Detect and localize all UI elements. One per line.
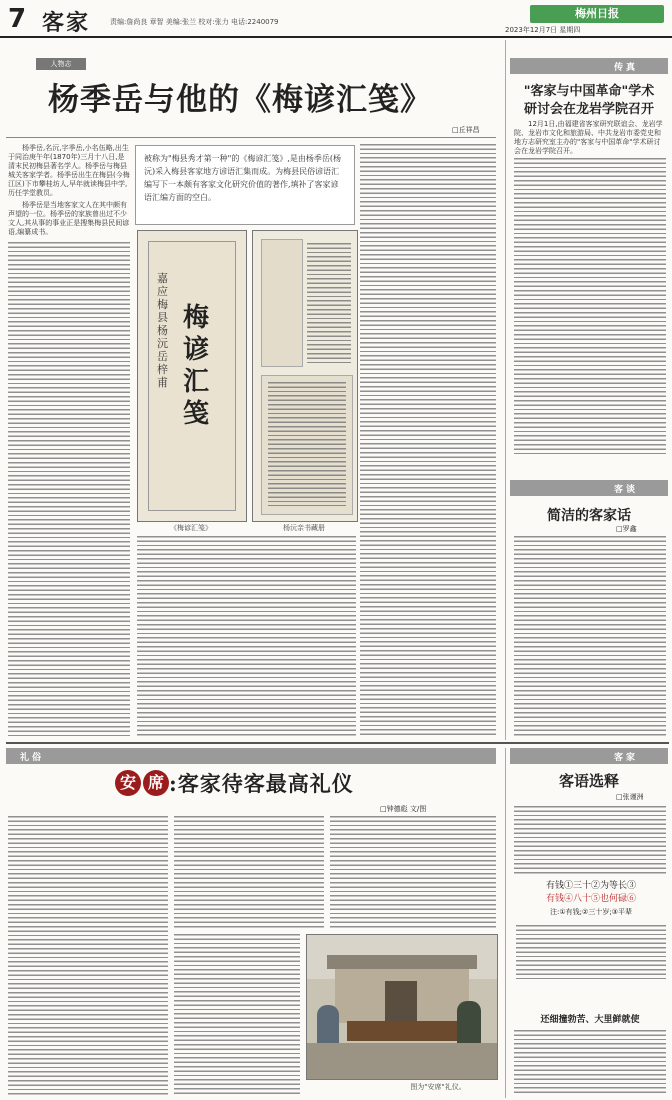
ceremony-photo [306, 934, 498, 1080]
column-body [514, 806, 666, 876]
section-label: 客家 [613, 753, 638, 763]
column-byline: □张谨洲 [616, 793, 644, 801]
manuscript-image [252, 230, 358, 522]
section-header [6, 748, 496, 764]
lead-paragraph: 杨季岳是当地客家文人在其中颇有声望的一位。杨季岳的家族曾出过不少文人,其从事的事业正是搜集梅县民间谚语,编纂成书。 [8, 201, 130, 236]
manuscript-text [268, 382, 346, 506]
cover-title: 梅谚汇笺 [183, 303, 210, 429]
ground [307, 1043, 497, 1079]
news-body [514, 158, 666, 456]
bottom-article-title [115, 768, 485, 804]
article-body-column [330, 816, 496, 928]
news-title-line: 研讨会在龙岩学院召开 [523, 102, 654, 117]
section-header [510, 58, 668, 74]
bottom-article-byline: □钟德彪 文/图 [380, 805, 427, 813]
bottom-title-text: :客家待客最高礼仪 [169, 771, 354, 796]
article-body-column [8, 816, 168, 1096]
image-caption: 《梅谚汇笺》 [170, 524, 212, 532]
section-header [510, 480, 668, 496]
roof [327, 955, 477, 969]
photo-caption: 图为"安席"礼仪。 [410, 1083, 466, 1091]
column-title: 客语选释 [558, 772, 619, 790]
editors-credits: 责编:詹尚良 章智 美编:张兰 校对:张力 电话:2240079 [110, 18, 279, 26]
image-caption: 杨沅亲书藏册 [283, 524, 325, 532]
section-label: 客谈 [613, 485, 638, 495]
essay-byline: □罗鑫 [616, 525, 637, 533]
section-name: 客家 [42, 10, 91, 36]
manuscript-page [261, 239, 303, 367]
article-summary-box: 被称为"梅县秀才第一种"的《梅谚汇笺》,是由杨季岳(杨沅)采入梅县客家地方谚语汇集而成。为梅县民俗谚语汇编写下一本颇有客家文化研究价值的著作,填补了客家谚语汇编方面的空白。 [135, 145, 355, 225]
cover-side-text: 嘉应梅县杨沅岳梓甫 [157, 272, 168, 389]
news-lead: 12月1日,由福建省客家研究联谊会、龙岩学院、龙岩市文化和旅游局、中共龙岩市委党史和地方志研究室主办的"客家与中国革命"学术研讨会在龙岩学院召开。 [514, 120, 663, 155]
news-title-line: "客家与中国革命"学术 [523, 84, 655, 99]
masthead [0, 0, 672, 38]
page-number: 7 [8, 4, 27, 34]
article-body-column [360, 144, 496, 736]
essay-body [514, 536, 666, 736]
proverb-explanation [516, 925, 666, 981]
article-body-column [8, 242, 130, 736]
manuscript-text [307, 243, 351, 363]
doorway [385, 981, 417, 1023]
feature-kicker: 人物志 [36, 58, 86, 70]
article-body-column [137, 536, 356, 736]
seal-char: 安 [115, 770, 141, 796]
main-article-byline: □丘祥昌 [452, 126, 480, 134]
book-cover-image [137, 230, 247, 522]
sub-entry-title: 还细撞勃苦、大里鲜就使 [540, 1015, 640, 1025]
table [347, 1021, 457, 1041]
paper-logo: 梅州日报 [530, 5, 664, 23]
lead-paragraph: 杨季岳,名沅,字季岳,小名伍略,出生于同治庚午年(1870年)三月十八日,是清末民初梅县著名学人。杨季岳与梅县城关客家学者。杨季岳出生在梅县(今梅江区)下市攀桂坊人,早年就读梅县中学,历任学堂教员。 [8, 144, 130, 197]
proverb-line: 有钱①三十②为等长③ [545, 881, 636, 891]
main-article-title: 杨季岳与他的《梅谚汇笺》 [48, 82, 432, 118]
issue-date: 2023年12月7日 星期四 [505, 26, 581, 34]
proverb-note: 注:①有钱;②三十岁;③平辈 [550, 908, 632, 916]
section-divider [6, 742, 669, 744]
proverb-box [516, 880, 666, 980]
manuscript-page [261, 375, 353, 515]
proverb-line: 有钱④八十⑤也何碌⑥ [545, 894, 636, 904]
essay-title: 简洁的客家话 [547, 508, 631, 524]
seal-char: 席 [143, 770, 169, 796]
article-lead-text [8, 144, 130, 240]
section-header [510, 748, 668, 764]
article-body-column [174, 816, 324, 928]
article-body-column [174, 934, 300, 1096]
section-label: 传真 [613, 63, 638, 73]
right-column [505, 40, 670, 740]
section-label: 礼俗 [20, 753, 45, 763]
sub-entry-body [514, 1030, 666, 1096]
cover-frame [148, 241, 236, 511]
divider [6, 137, 496, 138]
